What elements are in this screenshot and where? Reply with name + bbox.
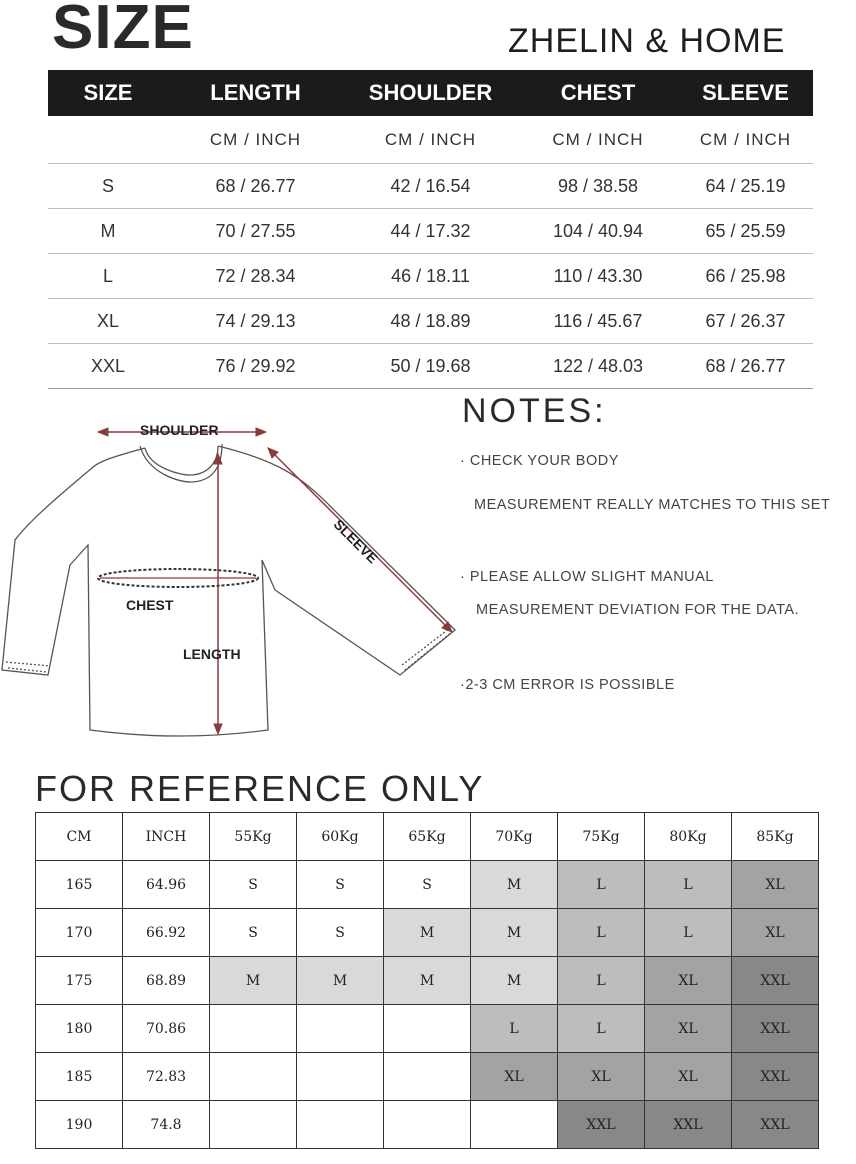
size-cell: S [210, 909, 297, 957]
size-cell [210, 1101, 297, 1149]
reference-title: FOR REFERENCE ONLY [35, 768, 485, 809]
size-table-header [48, 70, 813, 116]
size-cell [384, 1053, 471, 1101]
height-inch-cell: 70.86 [123, 1005, 210, 1053]
size-cell: XL [732, 861, 819, 909]
height-cm-cell: 190 [36, 1101, 123, 1149]
column-header: SLEEVE [702, 80, 789, 105]
length-cell: 70 / 27.55 [215, 220, 296, 241]
table-row [36, 861, 819, 909]
size-cell: L [558, 909, 645, 957]
size-cell: XXL [558, 1101, 645, 1149]
size-cell [297, 1101, 384, 1149]
size-cell: XL [471, 1053, 558, 1101]
size-cell: L [645, 861, 732, 909]
header-cell: 70Kg [471, 813, 558, 861]
shoulder-cell: 42 / 16.54 [390, 175, 471, 196]
size-cell: S [210, 861, 297, 909]
size-cell: L [102, 265, 113, 286]
sleeve-cell: 64 / 25.19 [705, 175, 786, 196]
sleeve-label: SLEEVE [330, 516, 382, 567]
table-row [48, 164, 813, 209]
height-inch-cell: 66.92 [123, 909, 210, 957]
unit-label: CM / INCH [552, 129, 644, 149]
size-cell: M [471, 957, 558, 1005]
size-cell: L [558, 861, 645, 909]
size-cell: L [645, 909, 732, 957]
shoulder-cell: 50 / 19.68 [390, 355, 471, 376]
size-cell: M [100, 220, 116, 241]
header-cell: INCH [123, 813, 210, 861]
size-cell: XXL [732, 957, 819, 1005]
height-cm-cell: 170 [36, 909, 123, 957]
height-cm-cell: 175 [36, 957, 123, 1005]
shirt-diagram [0, 400, 460, 760]
size-cell [384, 1005, 471, 1053]
size-cell: M [210, 957, 297, 1005]
size-cell: M [297, 957, 384, 1005]
chest-cell: 116 / 45.67 [553, 310, 643, 331]
note-line: ·2-3 CM ERROR IS POSSIBLE [460, 677, 675, 693]
column-header: LENGTH [210, 80, 301, 105]
height-inch-cell: 68.89 [123, 957, 210, 1005]
header-cell: 65Kg [384, 813, 471, 861]
size-cell: M [384, 957, 471, 1005]
note-line: · CHECK YOUR BODY [460, 453, 619, 469]
table-row [36, 1005, 819, 1053]
size-table [48, 70, 813, 389]
size-cell: L [558, 1005, 645, 1053]
page-title: SIZE [52, 0, 194, 62]
table-row [36, 813, 819, 861]
shoulder-cell: 46 / 18.11 [391, 265, 470, 286]
size-cell: S [297, 909, 384, 957]
size-cell: S [384, 861, 471, 909]
shoulder-cell: 48 / 18.89 [390, 310, 471, 331]
note-line: · PLEASE ALLOW SLIGHT MANUAL [460, 569, 714, 585]
shoulder-cell: 44 / 17.32 [390, 220, 471, 241]
measurement-arrows [98, 428, 452, 734]
length-cell: 76 / 29.92 [215, 355, 296, 376]
length-cell: 72 / 28.34 [215, 265, 296, 286]
unit-label: CM / INCH [384, 129, 477, 149]
size-cell [297, 1005, 384, 1053]
note-line: MEASUREMENT REALLY MATCHES TO THIS SET [474, 497, 831, 513]
brand-name: ZHELIN & HOME [508, 22, 786, 60]
size-cell: S [297, 861, 384, 909]
table-row [36, 1101, 819, 1149]
table-row [48, 254, 813, 299]
height-cm-cell: 180 [36, 1005, 123, 1053]
size-cell: XXL [732, 1101, 819, 1149]
sleeve-cell: 65 / 25.59 [705, 220, 786, 241]
size-cell: S [101, 175, 114, 196]
size-cell: XXL [732, 1053, 819, 1101]
size-cell: XL [645, 1053, 732, 1101]
size-cell [471, 1101, 558, 1149]
header-cell: 55Kg [210, 813, 297, 861]
size-cell: XL [558, 1053, 645, 1101]
size-cell [210, 1053, 297, 1101]
size-cell: L [471, 1005, 558, 1053]
header-cell: 80Kg [645, 813, 732, 861]
chest-cell: 98 / 38.58 [557, 175, 639, 196]
height-cm-cell: 165 [36, 861, 123, 909]
notes-title: NOTES: [462, 392, 607, 430]
chest-label: CHEST [126, 597, 174, 613]
size-cell: XL [96, 310, 120, 331]
table-row [36, 957, 819, 1005]
unit-label: CM / INCH [699, 129, 792, 149]
sleeve-cell: 66 / 25.98 [705, 265, 786, 286]
length-cell: 74 / 29.13 [215, 310, 296, 331]
size-cell: M [471, 909, 558, 957]
column-header: CHEST [560, 80, 636, 105]
shirt-outline [2, 444, 455, 736]
unit-label: CM / INCH [209, 129, 302, 149]
size-cell: L [558, 957, 645, 1005]
sleeve-cell: 68 / 26.77 [705, 355, 786, 376]
table-row [36, 1053, 819, 1101]
length-cell: 68 / 26.77 [215, 175, 296, 196]
header-cell: 60Kg [297, 813, 384, 861]
size-cell: XL [645, 957, 732, 1005]
size-cell: M [384, 909, 471, 957]
size-cell: XXL [645, 1101, 732, 1149]
chest-cell: 110 / 43.30 [553, 265, 643, 286]
height-inch-cell: 74.8 [123, 1101, 210, 1149]
chest-cell: 104 / 40.94 [552, 220, 644, 241]
sleeve-cell: 67 / 26.37 [705, 310, 786, 331]
size-table-units [48, 116, 813, 164]
note-line: MEASUREMENT DEVIATION FOR THE DATA. [476, 602, 800, 618]
height-inch-cell: 64.96 [123, 861, 210, 909]
table-row [48, 209, 813, 254]
size-cell [384, 1101, 471, 1149]
table-row [48, 299, 813, 344]
header-cell: CM [36, 813, 123, 861]
size-cell: XXL [90, 355, 126, 376]
size-cell [210, 1005, 297, 1053]
column-header: SHOULDER [368, 80, 493, 105]
header-cell: 85Kg [732, 813, 819, 861]
size-cell: XL [645, 1005, 732, 1053]
size-cell: XXL [732, 1005, 819, 1053]
table-row [36, 909, 819, 957]
header-cell: 75Kg [558, 813, 645, 861]
size-cell: XL [732, 909, 819, 957]
height-inch-cell: 72.83 [123, 1053, 210, 1101]
height-cm-cell: 185 [36, 1053, 123, 1101]
length-label: LENGTH [183, 646, 241, 662]
size-cell: M [471, 861, 558, 909]
chest-cell: 122 / 48.03 [552, 355, 644, 376]
shoulder-label: SHOULDER [140, 422, 219, 438]
column-header: SIZE [83, 80, 133, 105]
table-row [48, 344, 813, 389]
reference-table [35, 812, 819, 1149]
size-cell [297, 1053, 384, 1101]
